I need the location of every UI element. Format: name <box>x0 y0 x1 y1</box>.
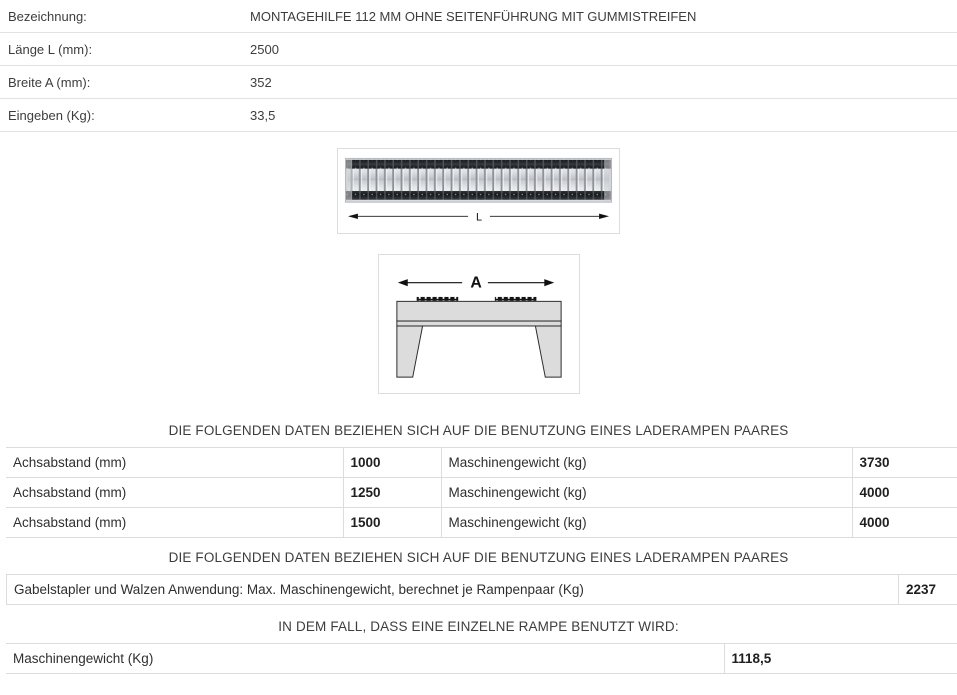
ramp-cross-section-drawing <box>385 261 573 387</box>
tread-strip-right <box>494 297 536 301</box>
single-ramp-caption: IN DEM FALL, DASS EINE EINZELNE RAMPE BENUTZT WIRD: <box>278 619 679 634</box>
spec-label-laenge: Länge L (mm): <box>0 33 250 66</box>
axle-distance-table <box>6 447 957 538</box>
length-figure-frame <box>337 148 620 234</box>
single-ramp-table-body <box>6 644 957 674</box>
machine-weight-label-1: Maschinengewicht (kg) <box>441 448 852 478</box>
length-dimension-label: L <box>475 211 483 224</box>
table-row <box>6 478 957 508</box>
width-figure-frame <box>378 254 580 394</box>
single-ramp-label: Maschinengewicht (Kg) <box>6 644 724 674</box>
machine-weight-value-2: 4000 <box>852 478 957 508</box>
specification-table-body <box>0 0 957 132</box>
machine-weight-value-1: 3730 <box>852 448 957 478</box>
specification-table <box>0 0 957 132</box>
axle-distance-label-3: Achsabstand (mm) <box>6 508 343 538</box>
axle-distance-value-2: 1250 <box>343 478 441 508</box>
spec-label-breite: Breite A (mm): <box>0 66 250 99</box>
spec-value-breite: 352 <box>250 66 957 99</box>
machine-weight-label-3: Maschinengewicht (kg) <box>441 508 852 538</box>
spec-value-laenge: 2500 <box>250 33 957 66</box>
table-row <box>7 575 957 605</box>
spec-row-breite <box>0 66 957 99</box>
support-leg-right <box>535 326 561 377</box>
length-dimension-line <box>348 212 609 224</box>
single-ramp-table <box>6 643 957 674</box>
axle-distance-value-1: 1000 <box>343 448 441 478</box>
axle-distance-label-2: Achsabstand (mm) <box>6 478 343 508</box>
ramp-pair-label: Gabelstapler und Walzen Anwendung: Max. Maschinengewicht, berechnet je Rampenpaar (Kg) <box>7 575 899 605</box>
table-row <box>6 508 957 538</box>
ramp-pair-value: 2237 <box>899 575 957 605</box>
spec-row-eingeben <box>0 99 957 132</box>
axle-distance-table-body <box>6 448 957 538</box>
spec-row-laenge <box>0 33 957 66</box>
ramp-top-view-photo <box>344 155 613 227</box>
pair-usage-caption-2: DIE FOLGENDEN DATEN BEZIEHEN SICH AUF DIE BENUTZUNG EINES LADERAMPEN PAARES <box>168 550 789 565</box>
pair-usage-caption-1: DIE FOLGENDEN DATEN BEZIEHEN SICH AUF DIE BENUTZUNG EINES LADERAMPEN PAARES <box>168 423 789 438</box>
ramp-pair-table <box>6 574 957 605</box>
tread-strip-left <box>416 297 458 301</box>
axle-distance-label-1: Achsabstand (mm) <box>6 448 343 478</box>
spec-label-eingeben: Eingeben (Kg): <box>0 99 250 132</box>
axle-distance-value-3: 1500 <box>343 508 441 538</box>
spec-label-bezeichnung: Bezeichnung: <box>0 0 250 33</box>
single-ramp-value: 1118,5 <box>724 644 957 674</box>
spec-value-eingeben: 33,5 <box>250 99 957 132</box>
support-leg-left <box>396 326 422 377</box>
width-dimension-line <box>397 275 553 292</box>
ramp-pair-table-body <box>7 575 957 605</box>
machine-weight-value-3: 4000 <box>852 508 957 538</box>
table-row <box>6 644 957 674</box>
figures-area <box>0 148 957 394</box>
table-row <box>6 448 957 478</box>
width-dimension-label: A <box>469 274 482 292</box>
spec-row-bezeichnung <box>0 0 957 33</box>
machine-weight-label-2: Maschinengewicht (kg) <box>441 478 852 508</box>
spec-value-bezeichnung: MONTAGEHILFE 112 MM OHNE SEITENFÜHRUNG MIT GUMMISTREIFEN <box>250 0 957 33</box>
